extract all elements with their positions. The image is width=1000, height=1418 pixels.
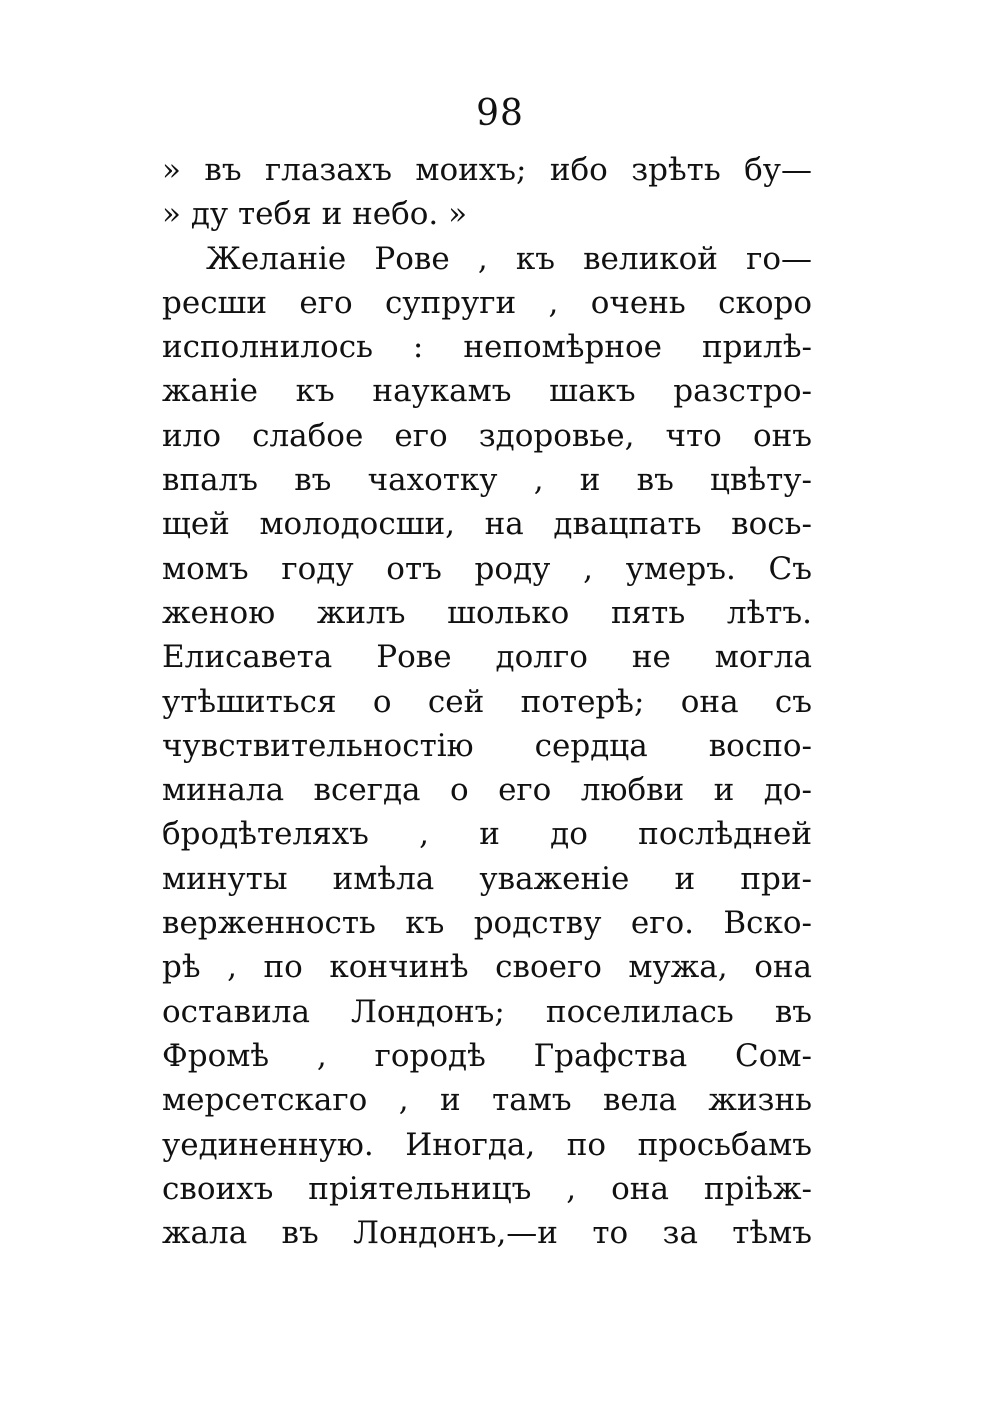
text-line-content: рѣ , по кончинѣ своего мужа, она	[162, 949, 812, 986]
text-line-content: жала въ Лондонъ,—и то за тѣмъ	[162, 1215, 812, 1252]
text-line-content: жаніе къ наукамъ шакъ разстро-	[162, 373, 812, 410]
text-line-content: утѣшиться о сей потерѣ; она съ	[162, 683, 812, 720]
text-line-content: бродѣтеляхъ , и до послѣдней	[162, 816, 812, 853]
text-line	[162, 680, 812, 724]
text-line-content: щей молодосши, на двацпать вось-	[162, 506, 812, 543]
text-line-content: ресши его супруги , очень скоро	[162, 284, 812, 321]
text-line	[162, 857, 812, 901]
text-line-content: уединенную. Иногда, по просьбамъ	[162, 1126, 812, 1163]
text-line	[162, 369, 812, 413]
text-line	[162, 945, 812, 989]
text-line-content: минала всегда о его любви и до-	[162, 772, 812, 809]
text-line-content: женою жилъ шолько пять лѣтъ.	[162, 594, 812, 631]
text-line	[162, 1078, 812, 1122]
text-line	[162, 901, 812, 945]
text-line	[162, 458, 812, 502]
text-line-content: ило слабое его здоровье, что онъ	[162, 417, 812, 454]
text-line	[162, 325, 812, 369]
text-line-content: минуты имѣла уваженіе и при-	[162, 860, 812, 897]
text-line-content: » въ глазахъ моихъ; ибо зрѣть бу—	[162, 152, 812, 188]
text-line	[162, 990, 812, 1034]
text-line-content: мерсетскаго , и тамъ вела жизнь	[162, 1082, 812, 1119]
text-line	[162, 237, 812, 281]
text-line-content: Елисавета Рове долго не могла	[162, 639, 812, 676]
text-line-content: Желаніе Рове , къ великой го—	[206, 240, 812, 277]
text-line-content: оставила Лондонъ; поселилась въ	[162, 993, 812, 1030]
body-text	[162, 148, 812, 1255]
page-number: 98	[476, 93, 524, 134]
text-line-content: исполнилось : непомѣрное прилѣ-	[162, 329, 812, 366]
text-line-content: » ду тебя и небо. »	[162, 196, 468, 233]
text-line	[162, 812, 812, 856]
text-line	[162, 414, 812, 458]
text-line	[162, 547, 812, 591]
text-line	[162, 768, 812, 812]
text-line-content: впалъ въ чахотку , и въ цвѣту-	[162, 462, 812, 499]
text-line-content: верженность къ родству его. Вско-	[162, 905, 812, 942]
text-line	[162, 635, 812, 679]
text-line	[162, 1167, 812, 1211]
text-line	[162, 724, 812, 768]
text-line	[162, 1123, 812, 1167]
text-line	[162, 1034, 812, 1078]
text-line-content: своихъ пріятельницъ , она пріѣж-	[162, 1170, 812, 1207]
text-line	[162, 502, 812, 546]
text-line	[162, 591, 812, 635]
text-line-content: чувствительностію сердца воспо-	[162, 727, 812, 764]
text-line	[162, 148, 812, 192]
text-line	[162, 281, 812, 325]
text-line	[162, 1211, 812, 1255]
text-line	[162, 192, 812, 236]
text-line-content: Фромѣ , городѣ Графства Сом-	[162, 1037, 812, 1074]
text-line-content: момъ году отъ роду , умеръ. Съ	[162, 550, 812, 587]
